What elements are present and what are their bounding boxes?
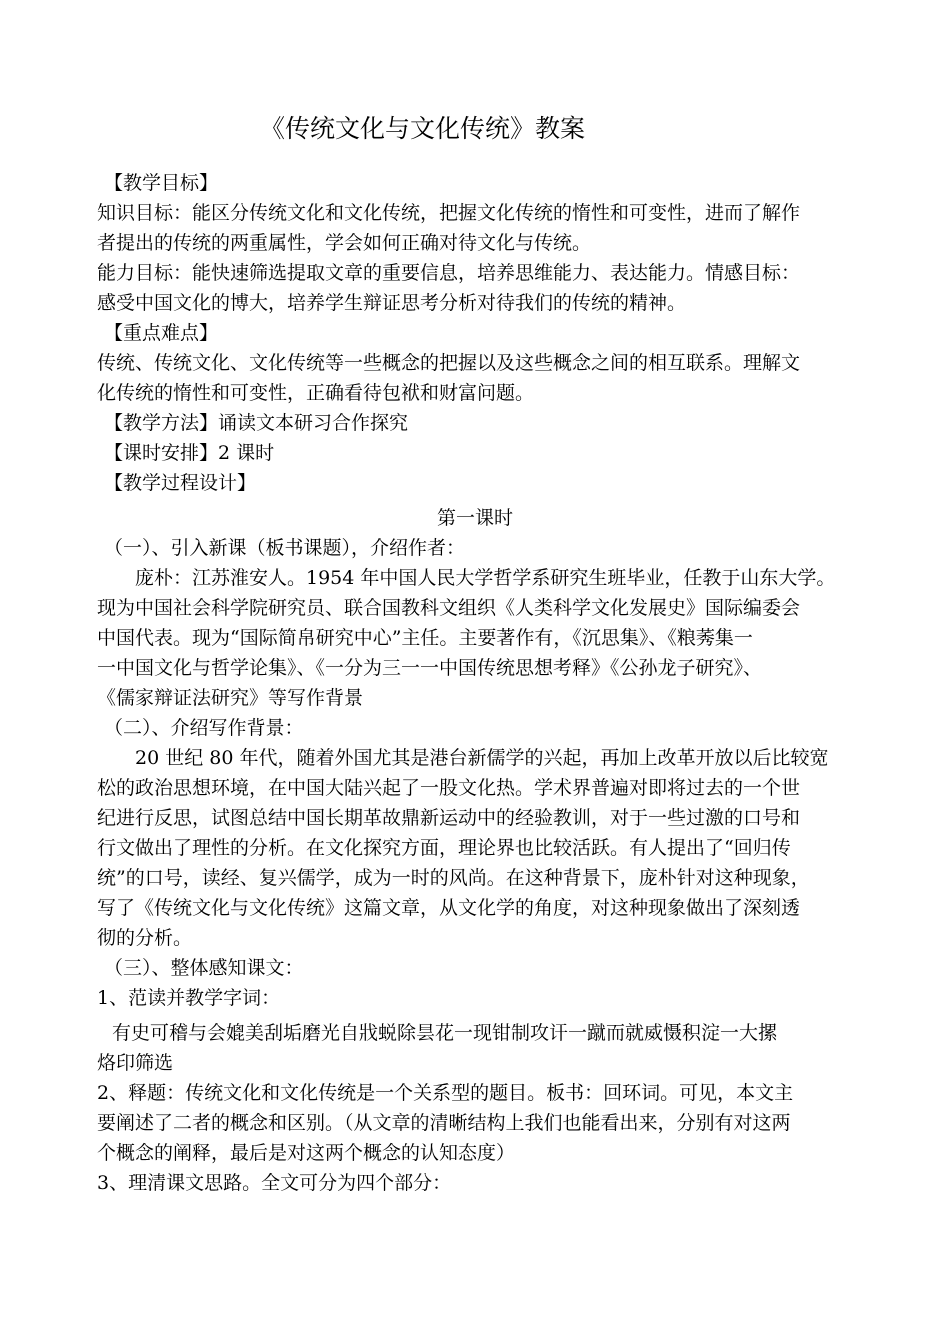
section-heading-methods: 【教学方法】诵读文本研习合作探究 <box>104 412 409 434</box>
list-item: 2、释题：传统文化和文化传统是一个关系型的题目。板书：回环词。可见，本文主 <box>97 1082 794 1104</box>
text-line: 《儒家辩证法研究》等写作背景 <box>97 687 364 709</box>
text-line: 要阐述了二者的概念和区别。（从文章的清晰结构上我们也能看出来，分别有对这两 <box>97 1112 791 1134</box>
vocabulary-line: 有史可稽与会媲美刮垢磨光自戕蜕除昙花一现钳制攻讦一蹴而就威慑积淀一大摞 <box>112 1022 778 1044</box>
list-item: 3、理清课文思路。全文可分为四个部分： <box>97 1172 452 1194</box>
text-line: 中国代表。现为“国际简帛研究中心”主任。主要著作有，《沉思集》、《粮莠集一 <box>97 627 753 649</box>
subsection-heading: （三）、整体感知课文： <box>104 957 304 979</box>
text-line: 写了《传统文化与文化传统》这篇文章，从文化学的角度，对这种现象做出了深刻透 <box>97 897 801 919</box>
text-line: 感受中国文化的博大，培养学生辩证思考分析对待我们的传统的精神。 <box>97 292 687 314</box>
lesson-heading: 第一课时 <box>437 507 514 529</box>
vocabulary-line: 烙印筛选 <box>97 1052 174 1074</box>
document-title: 《传统文化与文化传统》教案 <box>260 114 586 143</box>
text-line: 庞朴：江苏淮安人。1954 年中国人民大学哲学系研究生班毕业，任教于山东大学。 <box>135 567 836 589</box>
section-heading-key-points: 【重点难点】 <box>104 322 219 344</box>
text-line: 彻的分析。 <box>97 927 193 949</box>
text-line: 传统、传统文化、文化传统等一些概念的把握以及这些概念之间的相互联系。理解文 <box>97 352 801 374</box>
section-heading-teaching-goals: 【教学目标】 <box>104 172 219 194</box>
subsection-heading: （一）、引入新课（板书课题），介绍作者： <box>104 537 466 559</box>
list-item: 1、范读并教学字词： <box>97 987 281 1009</box>
section-heading-schedule: 【课时安排】2 课时 <box>104 442 275 464</box>
text-line: 个概念的阐释，最后是对这两个概念的认知态度） <box>97 1142 516 1164</box>
text-line: 现为中国社会科学院研究员、联合国教科文组织《人类科学文化发展史》国际编委会 <box>97 597 801 619</box>
text-line: 一中国文化与哲学论集》、《一分为三一一中国传统思想考释》《公孙龙子研究》、 <box>97 657 763 679</box>
text-line: 统”的口号，读经、复兴儒学，成为一时的风尚。在这种背景下，庞朴针对这种现象， <box>97 867 810 889</box>
text-line: 知识目标：能区分传统文化和文化传统，把握文化传统的惰性和可变性，进而了解作 <box>97 202 801 224</box>
text-line: 化传统的惰性和可变性，正确看待包袱和财富问题。 <box>97 382 535 404</box>
text-line: 松的政治思想环境，在中国大陆兴起了一股文化热。学术界普遍对即将过去的一个世 <box>97 777 801 799</box>
text-line: 20 世纪 80 年代，随着外国尤其是港台新儒学的兴起，再加上改革开放以后比较宽 <box>135 747 829 769</box>
subsection-heading: （二）、介绍写作背景： <box>104 717 304 739</box>
text-line: 能力目标：能快速筛选提取文章的重要信息，培养思维能力、表达能力。情感目标： <box>97 262 801 284</box>
section-heading-process: 【教学过程设计】 <box>104 472 257 494</box>
text-line: 行文做出了理性的分析。在文化探究方面，理论界也比较活跃。有人提出了“回归传 <box>97 837 791 859</box>
text-line: 者提出的传统的两重属性，学会如何正确对待文化与传统。 <box>97 232 592 254</box>
text-line: 纪进行反思，试图总结中国长期革故鼎新运动中的经验教训，对于一些过激的口号和 <box>97 807 801 829</box>
